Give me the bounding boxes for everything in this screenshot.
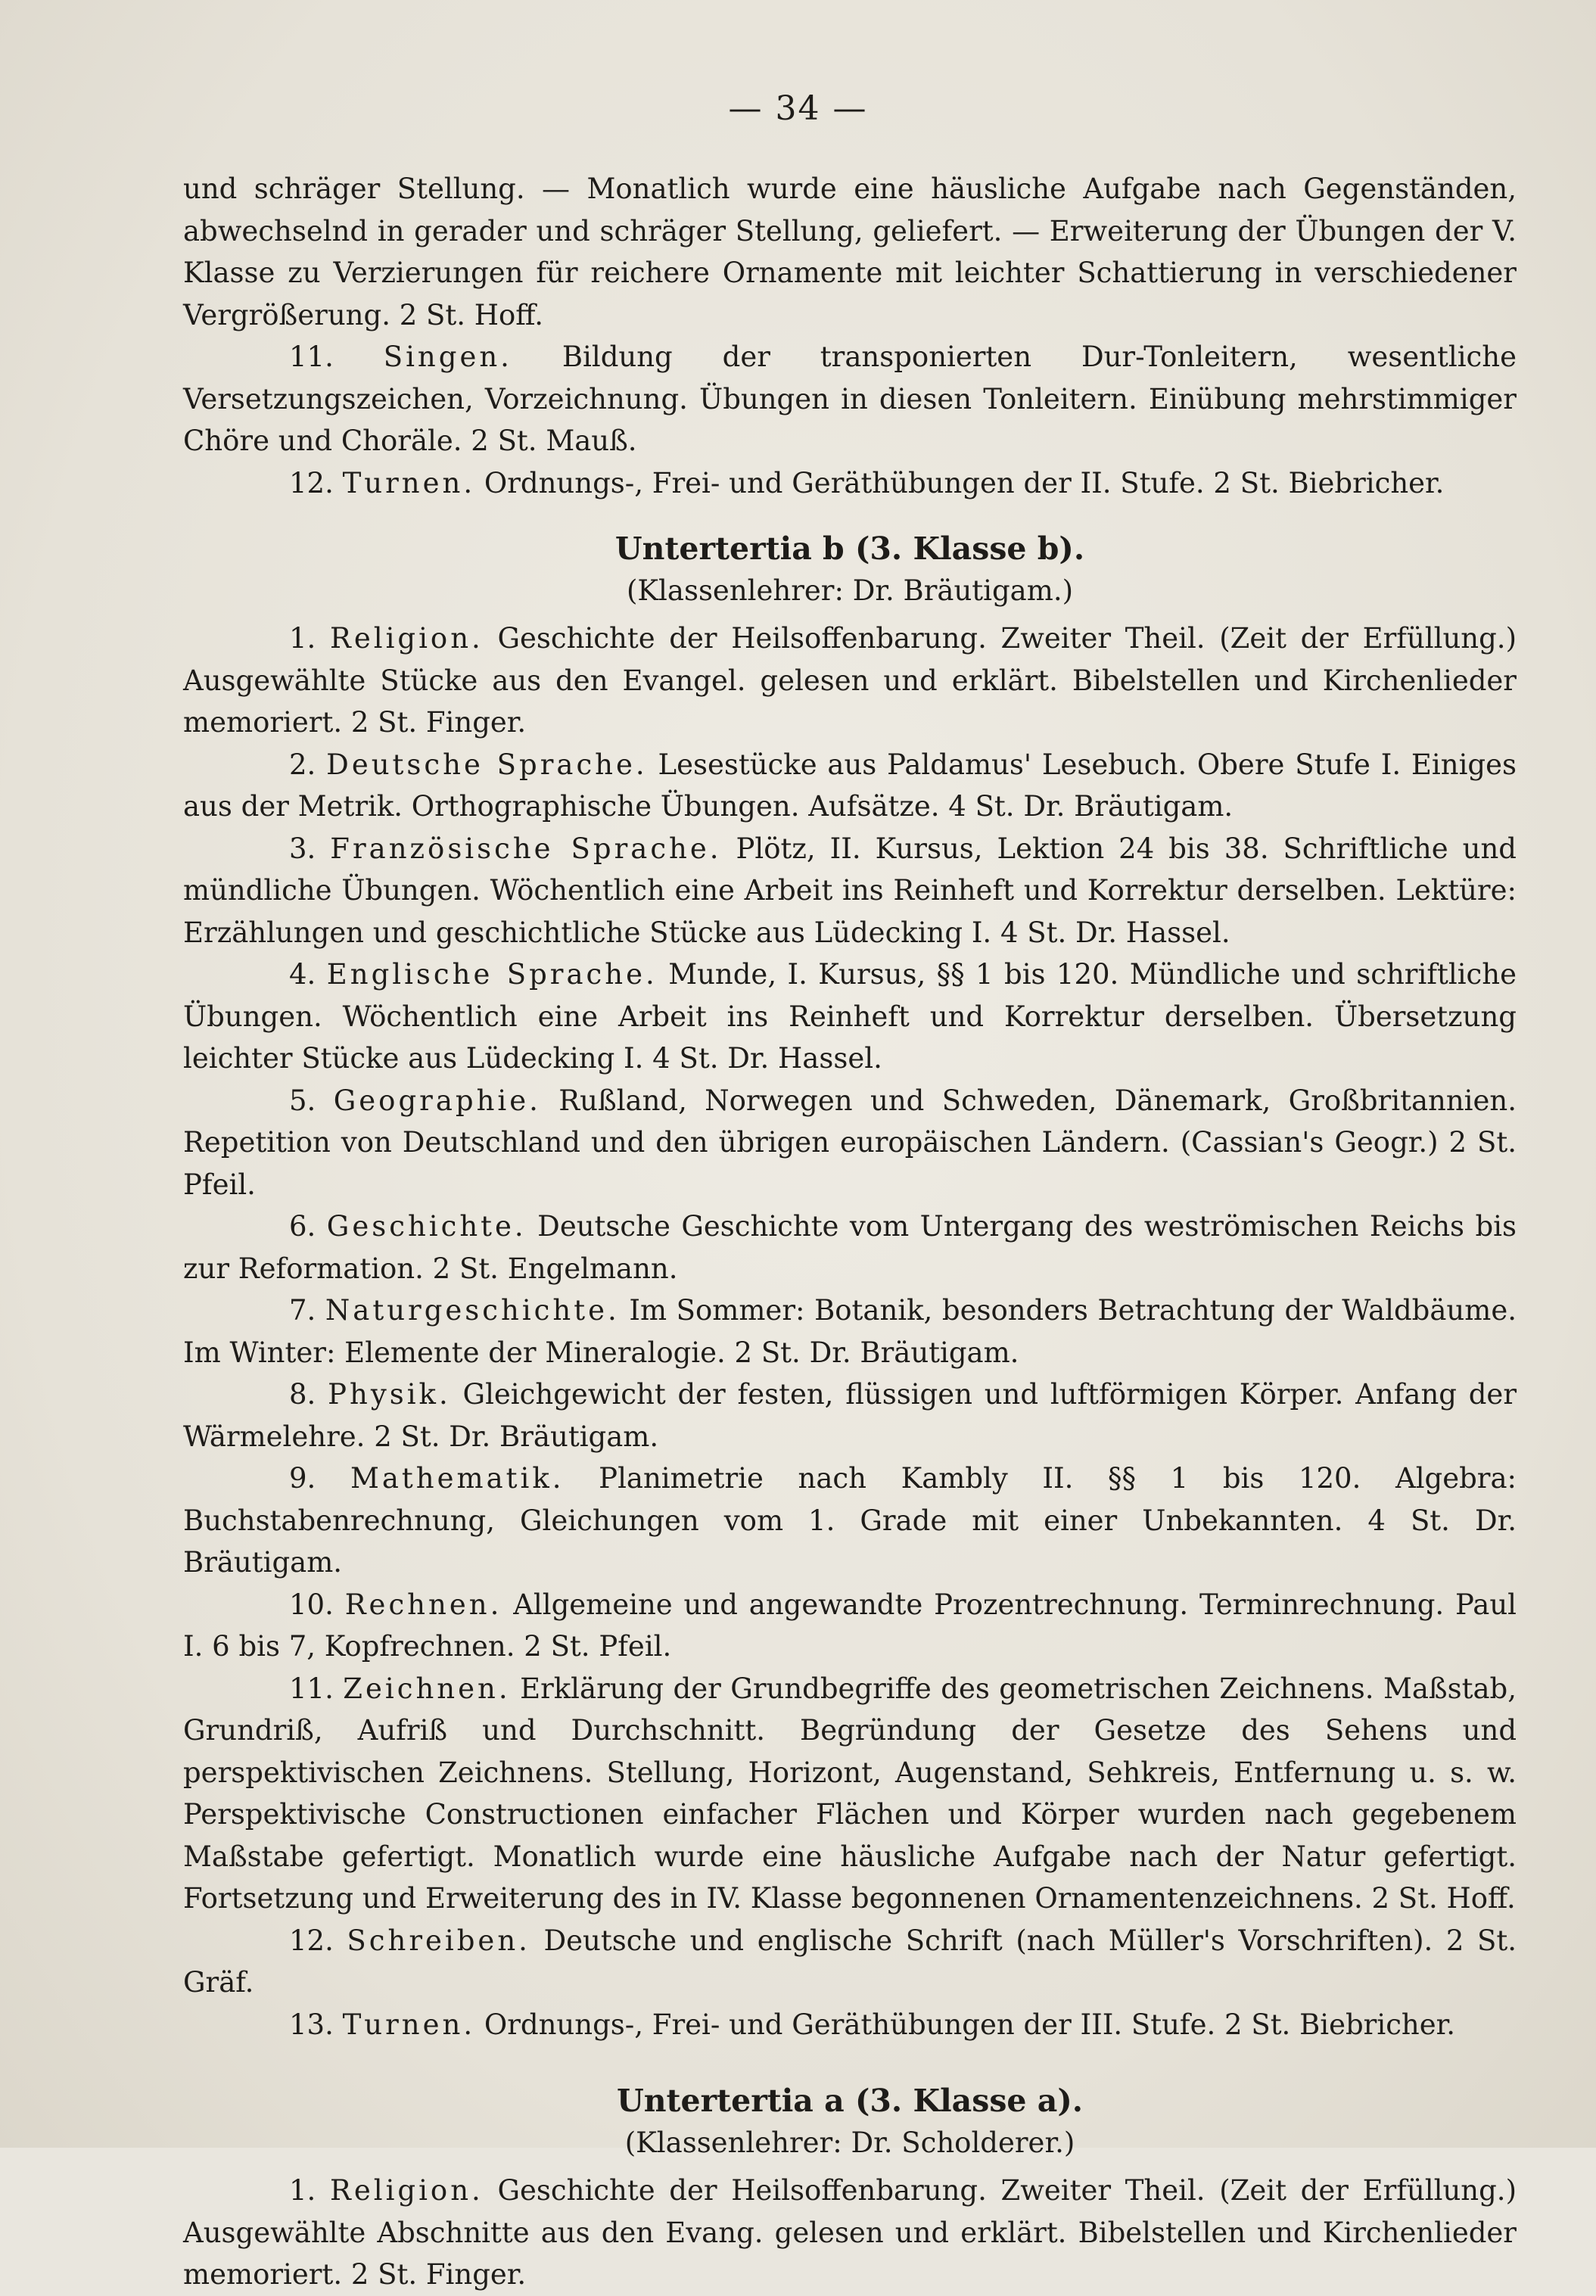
item-subject: Religion. xyxy=(329,2174,484,2207)
item-subject: Französische Sprache. xyxy=(330,832,722,865)
item-text: Geschichte der Heilsoffenbarung. Zweiter Theil. (Zeit der Erfüllung.) Ausgewählte Stücke aus den Evangel. gelesen und erklärt. Bibelstellen und Kirchenlieder memoriert. 2 St. Finger. xyxy=(183,622,1517,739)
class-teacher: (Klassenlehrer: Dr. Bräutigam.) xyxy=(626,574,1074,607)
item-text: Gleichgewicht der festen, flüssigen und luftförmigen Körper. Anfang der Wärmelehre. 2 St. Dr. Bräutigam. xyxy=(183,1378,1517,1453)
item-text: Munde, I. Kursus, §§ 1 bis 120. Mündliche und schriftliche Übungen. Wöchentlich eine Arbeit ins Reinheft und Korrektur derselben. Übersetzung leichter Stücke aus Lüdecking I. 4 St. Dr. Hassel. xyxy=(183,958,1517,1075)
item-subject: Geographie. xyxy=(333,1084,541,1117)
curriculum-item xyxy=(183,2170,1517,2296)
item-text: Ordnungs-, Frei- und Geräthübungen der II. Stufe. 2 St. Biebricher. xyxy=(484,466,1445,499)
item-subject: Naturgeschichte. xyxy=(325,1294,620,1327)
item-text: Lesestücke aus Paldamus' Lesebuch. Obere Stufe I. Einiges aus der Metrik. Orthographische Übungen. Aufsätze. 4 St. Dr. Bräutigam. xyxy=(183,748,1517,823)
item-number: 4. xyxy=(289,958,316,991)
item-number: 9. xyxy=(289,1462,316,1495)
curriculum-item xyxy=(183,618,1517,744)
item-text: Planimetrie nach Kambly II. §§ 1 bis 120. Algebra: Buchstabenrechnung, Gleichungen vom 1. Grade mit einer Unbekannten. 4 St. Dr. Bräutigam. xyxy=(183,1462,1517,1579)
item-number: 5. xyxy=(289,1084,316,1117)
item-text: Plötz, II. Kursus, Lektion 24 bis 38. Schriftliche und mündliche Übungen. Wöchentlich eine Arbeit ins Reinheft und Korrektur derselben. Lektüre: Erzählungen und geschichtliche Stücke aus Lüdecking I. 4 St. Dr. Hassel. xyxy=(183,832,1517,949)
item-number: 7. xyxy=(289,1294,316,1327)
body-text xyxy=(183,168,1517,2296)
curriculum-item xyxy=(183,1080,1517,1206)
item-text: Rußland, Norwegen und Schweden, Dänemark, Großbritannien. Repetition von Deutschland und den übrigen europäischen Ländern. (Cassian's Geogr.) 2 St. Pfeil. xyxy=(183,1084,1517,1201)
item-number: 2. xyxy=(289,748,316,781)
page-number: — 34 — xyxy=(728,89,868,128)
item-subject: Schreiben. xyxy=(347,1924,530,1957)
item-text: Im Sommer: Botanik, besonders Betrachtung der Waldbäume. Im Winter: Elemente der Mineralogie. 2 St. Dr. Bräutigam. xyxy=(183,1294,1517,1369)
section-a-items xyxy=(183,2170,1517,2296)
item-number: 6. xyxy=(289,1210,316,1243)
curriculum-item xyxy=(183,462,1517,505)
item-subject: Englische Sprache. xyxy=(326,958,658,991)
curriculum-item xyxy=(183,828,1517,954)
item-text: Deutsche Geschichte vom Untergang des weströmischen Reichs bis zur Reformation. 2 St. Engelmann. xyxy=(183,1210,1517,1285)
section-heading: Untertertia b (3. Klasse b). xyxy=(614,530,1085,567)
item-subject: Rechnen. xyxy=(344,1588,502,1621)
curriculum-item xyxy=(183,1920,1517,2004)
curriculum-item xyxy=(183,744,1517,828)
curriculum-item xyxy=(183,1206,1517,1290)
curriculum-item xyxy=(183,1290,1517,1374)
item-subject: Religion. xyxy=(329,622,484,655)
item-subject: Mathematik. xyxy=(350,1462,565,1495)
item-number: 11. xyxy=(289,1672,334,1705)
item-subject: Deutsche Sprache. xyxy=(326,748,648,781)
item-text: Geschichte der Heilsoffenbarung. Zweiter Theil. (Zeit der Erfüllung.) Ausgewählte Abschnitte aus den Evang. gelesen und erklärt. Bibelstellen und Kirchenlieder memoriert. 2 St. Finger. xyxy=(183,2174,1517,2291)
item-subject: Zeichnen. xyxy=(343,1672,511,1705)
item-number: 1. xyxy=(289,2174,316,2207)
item-text: Allgemeine und angewandte Prozentrechnung. Terminrechnung. Paul I. 6 bis 7, Kopfrechnen. 2 St. Pfeil. xyxy=(183,1588,1517,1663)
item-number: 13. xyxy=(289,2008,334,2041)
continuation-paragraph: und schräger Stellung. — Monatlich wurde eine häusliche Aufgabe nach Gegenständen, abwechselnd in gerader und schräger Stellung, geliefert. — Erweiterung der Übungen der V. Klasse zu Verzierungen für reichere Ornamente mit leichter Schattierung in verschiedener Vergrößerung. 2 St. Hoff. xyxy=(183,173,1517,331)
item-subject: Singen. xyxy=(383,341,512,373)
curriculum-item xyxy=(183,1584,1517,1668)
item-subject: Physik. xyxy=(328,1378,451,1411)
section-heading: Untertertia a (3. Klasse a). xyxy=(616,2083,1084,2119)
item-subject: Turnen. xyxy=(342,466,476,499)
item-subject: Geschichte. xyxy=(326,1210,527,1243)
item-number: 1. xyxy=(289,622,316,655)
curriculum-item xyxy=(183,1458,1517,1584)
item-number: 10. xyxy=(289,1588,334,1621)
item-text: Bildung der transponierten Dur-Tonleitern, wesentliche Versetzungszeichen, Vorzeichnung. Übungen in diesen Tonleitern. Einübung mehrstimmiger Chöre und Choräle. 2 St. Mauß. xyxy=(183,341,1517,457)
section-b-items xyxy=(183,618,1517,2046)
item-text: Erklärung der Grundbegriffe des geometrischen Zeichnens. Maßstab, Grundriß, Aufriß und Durchschnitt. Begründung der Gesetze des Sehens und perspektivischen Zeichnens. Stellung, Horizont, Augenstand, Sehkreis, Entfernung u. s. w. Perspektivische Constructionen einfacher Flächen und Körper wurden nach gegebenem Maßstabe gefertigt. Monatlich wurde eine häusliche Aufgabe nach der Natur gefertigt. Fortsetzung und Erweiterung des in IV. Klasse begonnenen Ornamentenzeichnens. 2 St. Hoff. xyxy=(183,1672,1517,1915)
item-text: Deutsche und englische Schrift (nach Müller's Vorschriften). 2 St. Gräf. xyxy=(183,1924,1517,1999)
item-number: 12. xyxy=(289,466,334,499)
curriculum-item xyxy=(183,954,1517,1080)
class-teacher: (Klassenlehrer: Dr. Scholderer.) xyxy=(624,2126,1075,2159)
item-number: 3. xyxy=(289,832,316,865)
curriculum-item xyxy=(183,1668,1517,1920)
item-number: 11. xyxy=(289,341,334,373)
item-text: Ordnungs-, Frei- und Geräthübungen der III. Stufe. 2 St. Biebricher. xyxy=(484,2008,1456,2041)
item-number: 8. xyxy=(289,1378,316,1411)
item-subject: Turnen. xyxy=(342,2008,476,2041)
item-number: 12. xyxy=(289,1924,334,1957)
curriculum-item xyxy=(183,336,1517,462)
curriculum-item xyxy=(183,2004,1517,2046)
curriculum-item xyxy=(183,1374,1517,1458)
